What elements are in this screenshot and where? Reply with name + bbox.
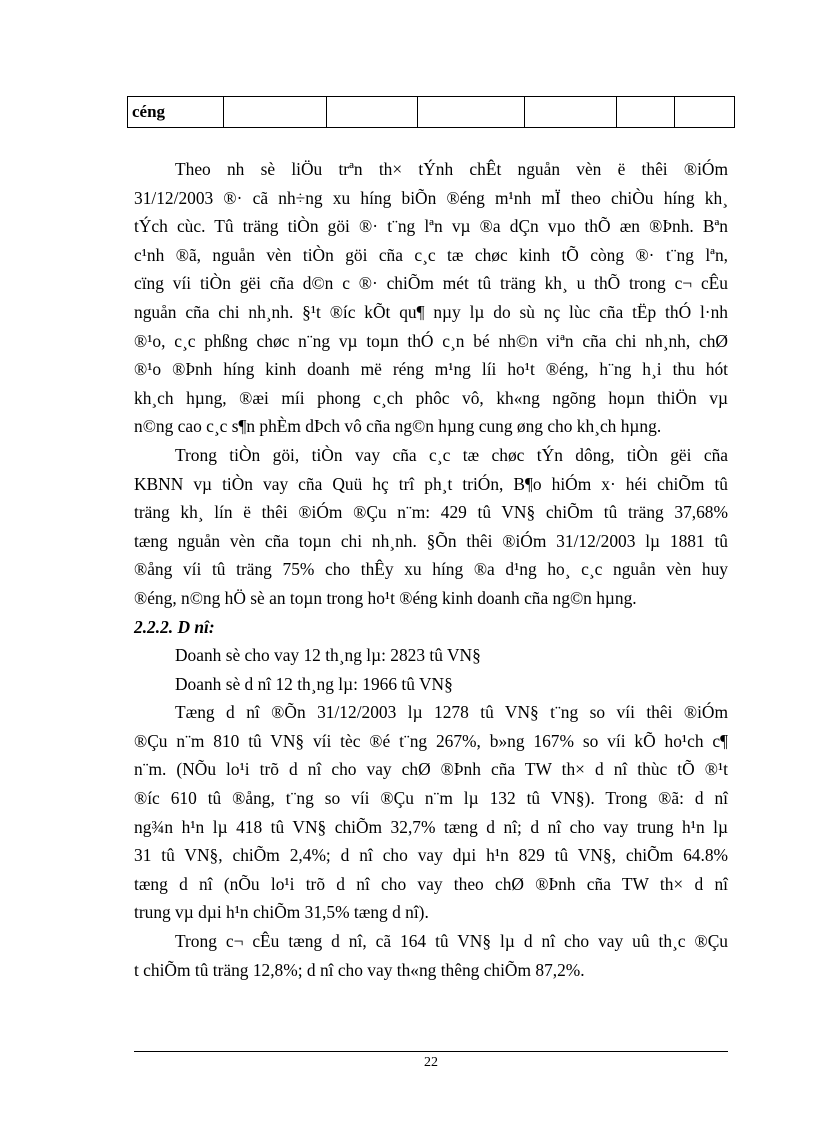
text-line: Trong c¬ cÊu tæng d nî, cã 164 tû VN§ lµ d nî cho vay uû th¸c ®Çu xyxy=(175,931,728,952)
text-line: ng¾n h¹n lµ 418 tû VN§ chiÕm 32,7% tæng d nî; d nî cho vay trung h¹n lµ xyxy=(134,816,728,837)
paragraph-total-outstanding xyxy=(134,698,728,927)
text-line: cïng víi tiÒn gëi cña d©n c ®· chiÕm mét tû träng kh¸ u thÕ trong c¬ cÊu xyxy=(134,273,728,294)
text-line: 31/12/2003 ®· cã nh÷ng xu híng biÕn ®éng m¹nh mÏ theo chiÒu híng kh¸ xyxy=(134,187,728,208)
page-number: 22 xyxy=(424,1055,438,1070)
table-cell xyxy=(418,97,524,128)
text-line: ®éng, n©ng hÖ sè an toµn trong ho¹t ®éng kinh doanh cña ng©n hµng. xyxy=(134,587,637,608)
text-line: Trong tiÒn göi, tiÒn vay cña c¸c tæ chøc tÝn dông, tiÒn gëi cña xyxy=(175,444,728,465)
table-cell xyxy=(524,97,616,128)
table-cell xyxy=(674,97,734,128)
text-line: ®íc 610 tû ®ång, t¨ng so víi ®Çu n¨m lµ 132 tû VN§). Trong ®ã: d nî xyxy=(134,788,728,809)
table-cell xyxy=(224,97,327,128)
text-line: KBNN vµ tiÒn vay cña Quü hç trî ph¸t triÓn, B¶o hiÓm x· héi chiÕm tû xyxy=(134,473,728,494)
text-line: tæng nguån vèn cña toµn chi nh¸nh. §Õn thêi ®iÓm 31/12/2003 lµ 1881 tû xyxy=(134,530,728,551)
text-line: ®¹o ®Þnh híng kinh doanh më réng m¹ng líi ho¹t ®éng, h¨ng h¸i thu hót xyxy=(134,359,728,380)
section-heading: 2.2.2. D nî: xyxy=(134,616,215,637)
text-line: Theo nh sè liÖu trªn th× tÝnh chÊt nguån vèn ë thêi ®iÓm xyxy=(175,159,728,179)
data-table-fragment xyxy=(127,96,735,128)
paragraph-capital-structure xyxy=(134,155,728,441)
text-line: c¹nh ®ã, nguån vèn tiÒn göi cña c¸c tæ chøc kinh tÕ còng ®· t¨ng lªn, xyxy=(134,244,728,265)
text-line: ®ång víi tû träng 75% cho thÊy xu híng ®a d¹ng ho¸ c¸c nguån vèn huy xyxy=(134,559,728,580)
text-line: nguån cña chi nh¸nh. §¹t ®íc kÕt qu¶ nµy lµ do sù nç lùc cña tËp thÓ l·nh xyxy=(134,301,728,322)
text-line: 31 tû VN§, chiÕm 2,4%; d nî cho vay dµi h¹n 829 tû VN§, chiÕm 64.8% xyxy=(134,845,728,866)
text-line: kh¸ch hµng, ®æi míi phong c¸ch phôc vô, kh«ng ngõng hoµn thiÖn vµ xyxy=(134,387,728,408)
text-line: Tæng d nî ®Õn 31/12/2003 lµ 1278 tû VN§ t¨ng so víi thêi ®iÓm xyxy=(175,702,728,723)
text-line: n¨m. (NÕu lo¹i trõ d nî cho vay chØ ®Þnh cña TW th× d nî thùc tÕ ®¹t xyxy=(134,759,728,780)
paragraph-deposits xyxy=(134,441,728,613)
outstanding-turnover-line: Doanh sè d nî 12 th¸ng lµ: 1966 tû VN§ xyxy=(175,673,453,694)
text-line: trung vµ dµi h¹n chiÕm 31,5% tæng d nî). xyxy=(134,902,429,923)
loan-turnover-line: Doanh sè cho vay 12 th¸ng lµ: 2823 tû VN§ xyxy=(175,645,481,666)
table-cell xyxy=(327,97,418,128)
table-cell xyxy=(616,97,674,128)
text-line: tÝch cùc. Tû träng tiÒn göi ®· t¨ng lªn vµ ®a dÇn vµo thÕ æn ®Þnh. Bªn xyxy=(134,216,728,237)
text-line: tæng d nî (nÕu lo¹i trõ d nî cho vay theo chØ ®Þnh cña TW th× d nî xyxy=(134,873,728,894)
text-line: ®¹o, c¸c phßng chøc n¨ng vµ toµn thÓ c¸n bé nh©n viªn cña chi nh¸nh, chØ xyxy=(134,330,728,351)
body-text-upper xyxy=(134,155,728,984)
paragraph-outstanding-structure xyxy=(134,927,728,984)
footer-divider xyxy=(134,1051,728,1052)
text-line: ®Çu n¨m 810 tû VN§ víi tèc ®é t¨ng 267%, b»ng 167% so víi kÕ ho¹ch c¶ xyxy=(134,730,728,751)
table-row xyxy=(128,97,735,128)
text-line: träng kh¸ lín ë thêi ®iÓm ®Çu n¨m: 429 tû VN§ chiÕm tû träng 37,68% xyxy=(134,502,728,523)
table-cell-label: céng xyxy=(128,97,224,128)
text-line: t chiÕm tû träng 12,8%; d nî cho vay th«ng thêng chiÕm 87,2%. xyxy=(134,959,585,980)
text-line: n©ng cao c¸c s¶n phÈm dÞch vô cña ng©n hµng cung øng cho kh¸ch hµng. xyxy=(134,416,662,437)
